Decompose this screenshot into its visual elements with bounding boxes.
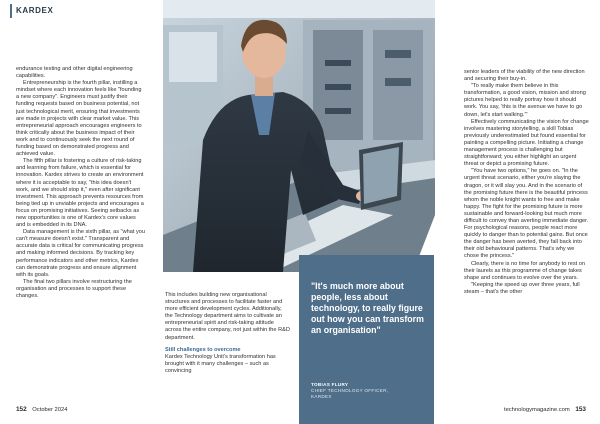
article-column-right: [464, 69, 589, 296]
paragraph: The fifth pillar is fostering a culture of risk-taking and learning from failure, which is essential for innovation. Kardex strives to create an environment where it is acceptable to say, "this idea doesn't work, and we should stop it," even after significant investment. This approach prevents resources from being tied up in unviable projects and encourages a focus on promising initiatives. Seeing setbacks as new opportunities is one of Kardex's core values and is embedded in its DNA.: [16, 158, 144, 229]
magazine-website: technologymagazine.com: [503, 407, 570, 413]
page-number-right: 153: [575, 406, 586, 413]
paragraph: "You have two options," he goes on. "In the urgent threat scenario, either you're slaying the dragon, or it will slay you. And in the scenario of the promising future there is the beautiful princess whom the noble knight wants to free and make happy. The fight for the promising future is more sustainable and forward-looking but much more difficult to convey than averting immediate danger. For psychological reasons, people react more quickly to danger than to potential gains. But once the danger has been averted, they fall back into their old behavioural patterns. That's why we chose the princess.": [464, 168, 589, 260]
page-number-left: 152: [16, 406, 27, 413]
paragraph: The final two pillars involve restructuring the organisation and processes to support these changes.: [16, 278, 132, 299]
brand-label: KARDEX: [16, 6, 54, 15]
quote-attribution-role: CHIEF TECHNOLOGY OFFICER,: [311, 388, 389, 393]
paragraph: "To really make them believe in this transformation, a good vision, mission and strong pictures helped to really portray how it should work. You say, 'this is the avenue we have to go down, let's start walking.'": [464, 83, 586, 118]
pull-quote-panel: [299, 255, 434, 424]
article-column-left: [16, 66, 146, 300]
pull-quote-text: "It's much more about people, less about technology, to really figure out how you can transform an organisation": [311, 281, 424, 335]
footer-right: [504, 406, 586, 413]
paragraph: Effectively communicating the vision for change involves mastering storytelling, a skill Tobias previously underestimated but found essential for painting a compelling picture. Initiating a change management process is challenging but straightforward; you either highlight an urgent threat or depict a promising future.: [464, 118, 589, 168]
paragraph: "Keeping the speed up over three years, full steam – that's the other: [464, 281, 580, 295]
issue-date: October 2024: [32, 407, 68, 413]
paragraph: senior leaders of the viability of the new direction and securing their buy-in.: [464, 69, 585, 83]
paragraph: This includes building new organisational structures and processes to facilitate faster and more efficient development cycles. Additionally, the Technology department aims to cultivate an entrepreneurial spirit and risk-taking attitude across the entire company, not just within the R&D department.: [165, 292, 290, 341]
quote-attribution-company: KARDEX: [311, 394, 332, 399]
article-column-middle: [165, 292, 290, 375]
section-subheading: Still challenges to overcome: [165, 346, 241, 353]
photo-engineer-at-workstation: [163, 0, 435, 272]
footer-left: [16, 406, 67, 413]
paragraph: Entrepreneurship is the fourth pillar, instilling a mindset where each innovation feels like "founding a new company". Engineers must justify their funding requests based on business potential, not just technological merit, ensuring that investments are made in projects with clear market value. This entrepreneurial approach encourages engineers to think critically about the business impact of their work and to continuously seek the next round of funding based on demonstrated progress and achieved value.: [16, 80, 142, 158]
paragraph: Clearly, there is no time for anybody to rest on their laurels as this programme of change takes shape and continues to evolve over the years.: [464, 260, 585, 281]
magazine-section-brand: [10, 4, 70, 18]
paragraph: Kardex Technology Unit's transformation has brought with it many challenges – such as convincing: [165, 353, 276, 374]
brand-accent-bar: [10, 4, 12, 18]
paragraph: endurance testing and other digital engineering capabilities.: [16, 66, 133, 80]
paragraph: Data management is the sixth pillar, as "what you can't measure doesn't exist." Transparent and accurate data is critical for communicating progress and making informed decisions. By tracking key performance indicators and other metrics, Kardex can demonstrate progress and ensure alignment with its goals.: [16, 229, 146, 278]
quote-attribution-name: TOBIAS FLURY: [311, 382, 349, 387]
